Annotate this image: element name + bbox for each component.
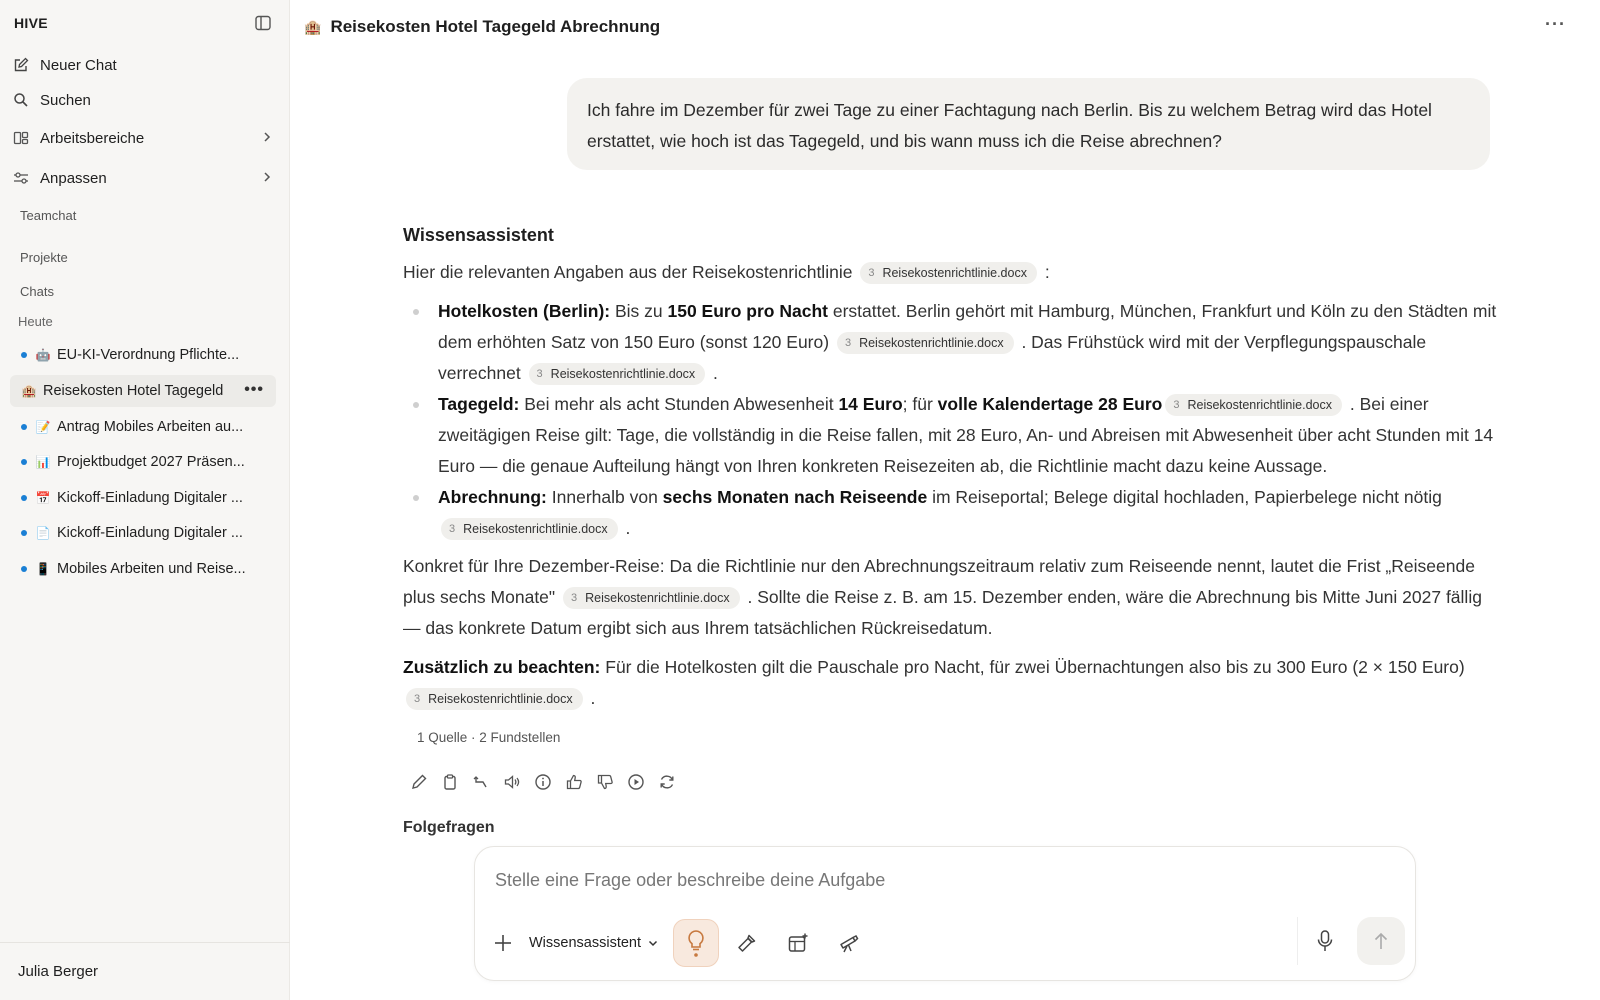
- customize-label: Anpassen: [40, 169, 107, 187]
- microphone-icon[interactable]: [1313, 927, 1337, 955]
- chip-count: 3: [844, 337, 852, 349]
- edit-icon: [12, 56, 30, 74]
- sliders-icon: [12, 169, 30, 187]
- chip-file: Reisekostenrichtlinie.docx: [1187, 398, 1332, 412]
- bullet-text: im Reiseportal; Belege digital hochladen, Papierbelege nicht nötig: [927, 487, 1442, 507]
- toolbar-divider: [1297, 917, 1298, 965]
- assistant-intro: [403, 257, 1503, 288]
- calendar-icon: 📅: [35, 491, 51, 505]
- thumbs-up-icon[interactable]: [564, 772, 584, 792]
- note-text: Für die Hotelkosten gilt die Pauschale pro Nacht, für zwei Übernachtungen also bis zu 300 Euro (2 × 150 Euro): [600, 657, 1465, 677]
- chat-list-item[interactable]: [10, 482, 276, 514]
- chip-file: Reisekostenrichtlinie.docx: [585, 591, 730, 605]
- message-actions: [409, 772, 1503, 792]
- copy-icon[interactable]: [440, 772, 460, 792]
- bullet-text: . Das Frühstück wird mit der Verpflegungspauschale verrechnet: [438, 332, 1427, 383]
- phone-icon: 📱: [35, 562, 51, 576]
- chat-more-icon[interactable]: •••: [244, 381, 264, 398]
- new-chat-label: Neuer Chat: [40, 56, 117, 74]
- chevron-right-icon: [260, 130, 274, 144]
- chart-icon: 📊: [35, 455, 51, 469]
- chip-count: 3: [414, 693, 421, 705]
- page-title: [304, 17, 660, 37]
- customize-button[interactable]: [12, 163, 280, 193]
- bullet-text: . Bei einer zweitägigen Reise gilt: Tage, die vollständig in die Reise fallen, mit 28 Euro, An- und Abreisen mit Abwesenheit über acht Stunden mit 14 Euro — die genaue Aufteilung hängt von Ihren konkreten Reisezeiten ab, die Richtlinie macht dazu keine Aussage.: [438, 394, 1494, 476]
- chip-count: 3: [536, 368, 543, 380]
- source-chip[interactable]: [837, 332, 1014, 354]
- search-icon: [12, 91, 30, 109]
- chat-title: Projektbudget 2027 Präsen...: [57, 454, 245, 470]
- chip-count: 3: [571, 592, 578, 604]
- reply-icon[interactable]: [471, 772, 491, 792]
- intro-text: Hier die relevanten Angaben aus der Reisekostenrichtlinie: [403, 262, 853, 282]
- chat-list-item[interactable]: [10, 446, 276, 478]
- composer-toolbar: [491, 919, 877, 967]
- chat-list-item[interactable]: [10, 517, 276, 549]
- punctuation: .: [708, 363, 718, 383]
- new-chat-button[interactable]: [12, 50, 280, 80]
- user-message: Ich fahre im Dezember für zwei Tage zu einer Fachtagung nach Berlin. Bis zu welchem Betrag wird das Hotel erstattet, wie hoch ist das Tagegeld, und bis wann muss ich die Reise abrechnen?: [567, 78, 1490, 170]
- unread-dot: [21, 459, 27, 465]
- hotel-icon: 🏨: [304, 18, 322, 35]
- chip-file: Reisekostenrichtlinie.docx: [428, 692, 573, 706]
- chat-title: Mobiles Arbeiten und Reise...: [57, 561, 246, 577]
- chat-title: Reisekosten Hotel Tagegeld: [43, 383, 224, 399]
- bullet-label: Tagegeld:: [438, 394, 520, 414]
- source-chip[interactable]: [860, 262, 1037, 284]
- source-chip[interactable]: [406, 688, 583, 710]
- lightbulb-icon[interactable]: [673, 919, 719, 967]
- source-chip[interactable]: [563, 587, 740, 609]
- bullet-strong: 150 Euro pro Nacht: [667, 301, 828, 321]
- answer-note: [403, 652, 1503, 714]
- chip-file: Reisekostenrichtlinie.docx: [550, 367, 696, 381]
- bullet-text: Bis zu: [610, 301, 668, 321]
- bullet-strong: sechs Monaten nach Reiseende: [662, 487, 928, 507]
- bullet-text: Innerhalb von: [546, 487, 663, 507]
- composer-input[interactable]: Stelle eine Frage oder beschreibe deine Aufgabe: [495, 870, 886, 890]
- answer-paragraph: [403, 551, 1503, 644]
- chat-list-item[interactable]: [10, 553, 276, 585]
- note-label: Zusätzlich zu beachten:: [403, 657, 601, 677]
- user-footer[interactable]: [0, 942, 290, 1000]
- more-options-icon[interactable]: ···: [1545, 14, 1566, 34]
- chat-list-item[interactable]: [10, 411, 276, 443]
- refresh-icon[interactable]: [657, 772, 677, 792]
- unread-dot: [21, 424, 27, 430]
- source-chip[interactable]: [441, 518, 618, 540]
- app-brand: HIVE: [14, 15, 48, 31]
- bullet-strong: volle Kalendertage 28 Euro: [937, 394, 1163, 414]
- followups-heading: Folgefragen: [403, 819, 495, 836]
- chip-file: Reisekostenrichtlinie.docx: [882, 266, 1027, 280]
- chip-file: Reisekostenrichtlinie.docx: [859, 336, 1004, 350]
- plus-icon[interactable]: [491, 931, 515, 955]
- bullet-text: Bei mehr als acht Stunden Abwesenheit: [519, 394, 839, 414]
- workspaces-label: Arbeitsbereiche: [40, 129, 145, 147]
- paragraph-text: . Sollte die Reise z. B. am 15. Dezember enden, wäre die Abrechnung bis Mitte Juni 2027 fällig — das konkrete Datum ergibt sich aus Ihrem tatsächlichen Rückreisedatum.: [403, 587, 1482, 638]
- bullet-text: ; für: [902, 394, 938, 414]
- model-label: Wissensassistent: [529, 935, 642, 951]
- chip-count: 3: [868, 267, 875, 279]
- source-chip[interactable]: [1165, 394, 1342, 416]
- arrow-up-icon: [1372, 931, 1390, 951]
- section-teamchat[interactable]: Teamchat: [20, 208, 77, 223]
- unread-dot: [21, 495, 27, 501]
- workspaces-button[interactable]: [12, 123, 280, 153]
- paragraph-text: Konkret für Ihre Dezember-Reise: Da die Richtlinie nur den Abrechnungszeitraum relativ zum Reiseende nennt, lautet die Frist „Reiseende plus sechs Monate": [403, 556, 1475, 607]
- chevron-down-icon: [647, 937, 659, 949]
- chat-title: EU-KI-Verordnung Pflichte...: [57, 347, 240, 363]
- workspace-icon: [12, 129, 30, 147]
- chip-file: Reisekostenrichtlinie.docx: [463, 522, 608, 536]
- document-icon: 📄: [35, 526, 51, 540]
- hotel-icon: 🏨: [21, 384, 37, 398]
- play-icon[interactable]: [626, 772, 646, 792]
- punctuation: :: [1039, 262, 1050, 282]
- memo-icon: 📝: [35, 420, 51, 434]
- sources-summary[interactable]: 1 Quelle · 2 Fundstellen: [417, 730, 561, 745]
- thumbs-down-icon[interactable]: [595, 772, 615, 792]
- search-button[interactable]: [12, 85, 280, 115]
- source-chip[interactable]: [529, 363, 706, 385]
- list-item-hotel: [438, 296, 1503, 389]
- unread-dot: [21, 566, 27, 572]
- chip-count: 3: [449, 523, 456, 535]
- bullet-strong: 14 Euro: [838, 394, 903, 414]
- edit-icon[interactable]: [409, 772, 429, 792]
- chat-title: Antrag Mobiles Arbeiten au...: [57, 419, 244, 435]
- chat-list-item-active[interactable]: [10, 375, 276, 407]
- chat-list-item[interactable]: [10, 339, 276, 371]
- message-composer[interactable]: [474, 846, 1416, 981]
- send-button[interactable]: [1357, 917, 1405, 965]
- user-name: Julia Berger: [18, 963, 99, 980]
- chevron-right-icon: [260, 170, 274, 184]
- list-item-tagegeld: [438, 389, 1503, 482]
- section-projekte[interactable]: Projekte: [20, 250, 68, 265]
- robot-icon: 🤖: [35, 348, 51, 362]
- assistant-message: [403, 220, 1503, 843]
- unread-dot: [21, 530, 27, 536]
- bullet-label: Hotelkosten (Berlin):: [438, 301, 611, 321]
- bullet-text: erstattet. Berlin gehört mit Hamburg, München, Frankfurt und Köln zu den Städten mit dem erhöhten Satz von 150 Euro (sonst 120 Euro): [438, 301, 1497, 352]
- add-panel-icon[interactable]: [775, 919, 821, 967]
- speaker-icon[interactable]: [502, 772, 522, 792]
- sidebar: [0, 0, 290, 1000]
- section-chats[interactable]: Chats: [20, 284, 54, 299]
- answer-list: [403, 296, 1503, 544]
- chip-count: 3: [1173, 399, 1180, 411]
- tools-icon[interactable]: [724, 919, 770, 967]
- punctuation: .: [620, 518, 631, 538]
- list-item-abrechnung: [438, 482, 1503, 544]
- bullet-label: Abrechnung:: [438, 487, 547, 507]
- sidebar-toggle-icon[interactable]: [254, 14, 272, 32]
- punctuation: .: [585, 688, 596, 708]
- telescope-icon[interactable]: [826, 919, 872, 967]
- chat-title: Kickoff-Einladung Digitaler ...: [57, 525, 243, 541]
- model-selector[interactable]: [529, 935, 659, 951]
- section-heute: Heute: [18, 314, 53, 329]
- page-title-text: Reisekosten Hotel Tagegeld Abrechnung: [330, 17, 661, 36]
- info-icon[interactable]: [533, 772, 553, 792]
- unread-dot: [21, 352, 27, 358]
- search-label: Suchen: [40, 91, 91, 109]
- chat-title: Kickoff-Einladung Digitaler ...: [57, 490, 243, 506]
- assistant-name: Wissensassistent: [403, 225, 554, 245]
